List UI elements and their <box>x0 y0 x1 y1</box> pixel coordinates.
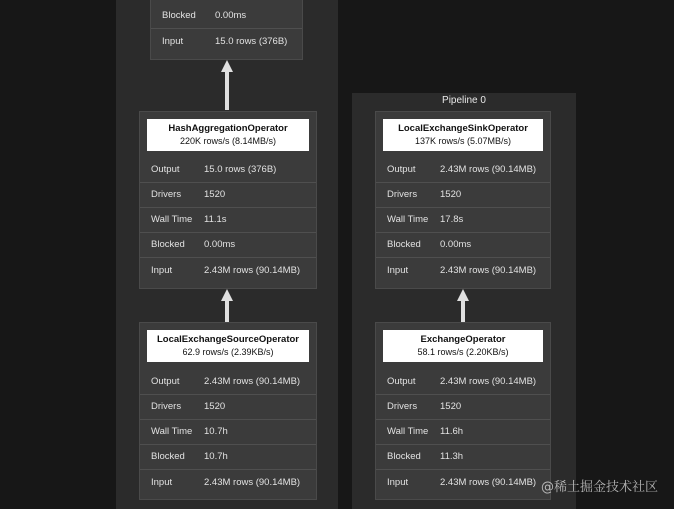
operator-row <box>376 258 550 283</box>
operator-card-exchange[interactable] <box>375 322 551 500</box>
operator-row <box>376 369 550 395</box>
operator-row <box>376 419 550 445</box>
operator-name: LocalExchangeSinkOperator <box>398 123 528 134</box>
row-label: Drivers <box>387 401 418 412</box>
operator-header <box>383 119 543 151</box>
operator-row <box>376 207 550 233</box>
row-value: 2.43M rows (90.14MB) <box>440 265 537 276</box>
row-label: Input <box>151 265 173 276</box>
operator-header <box>147 119 309 151</box>
row-label: Wall Time <box>151 426 193 437</box>
row-value: 11.1s <box>204 214 227 225</box>
operator-rate: 137K rows/s (5.07MB/s) <box>414 136 512 146</box>
row-value: 11.6h <box>440 426 464 437</box>
row-label: Output <box>387 376 416 387</box>
operator-row <box>376 394 550 420</box>
pipeline-title: Pipeline 0 <box>442 95 486 106</box>
operator-row <box>140 258 316 283</box>
operator-rate: 220K rows/s (8.14MB/s) <box>179 136 277 146</box>
row-value: 1520 <box>440 189 462 200</box>
row-label: Input <box>387 265 409 276</box>
row-value: 15.0 rows (376B) <box>215 36 288 47</box>
row-label: Input <box>387 477 409 488</box>
row-label: Input <box>151 477 173 488</box>
operator-row <box>140 207 316 233</box>
operator-row <box>151 29 302 54</box>
flow-arrow-up <box>457 289 469 322</box>
operator-row <box>140 419 316 445</box>
row-value: 1520 <box>440 401 462 412</box>
operator-rate: 58.1 rows/s (2.20KB/s) <box>417 347 509 357</box>
operator-name: ExchangeOperator <box>420 334 506 345</box>
operator-header <box>383 330 543 362</box>
row-value: 17.8s <box>440 214 464 225</box>
operator-row <box>376 182 550 208</box>
operator-card-local-exchange-source[interactable] <box>139 322 317 500</box>
row-label: Output <box>387 164 416 175</box>
row-label: Output <box>151 164 180 175</box>
row-value: 2.43M rows (90.14MB) <box>440 164 537 175</box>
row-label: Wall Time <box>387 214 429 225</box>
row-label: Input <box>162 36 184 47</box>
row-label: Wall Time <box>387 426 429 437</box>
row-label: Blocked <box>151 451 185 462</box>
row-value: 10.7h <box>204 426 228 437</box>
watermark: @稀土掘金技术社区 <box>540 480 658 495</box>
operator-card-local-exchange-sink[interactable] <box>375 111 551 289</box>
operator-row <box>140 470 316 495</box>
operator-name: LocalExchangeSourceOperator <box>156 334 300 345</box>
operator-row <box>140 182 316 208</box>
row-label: Drivers <box>151 401 182 412</box>
row-value: 2.43M rows (90.14MB) <box>440 376 537 387</box>
row-value: 0.00ms <box>440 239 472 250</box>
row-label: Drivers <box>151 189 182 200</box>
pipeline-panel-left <box>116 0 338 509</box>
operator-row <box>376 232 550 258</box>
operator-row <box>140 394 316 420</box>
operator-header <box>147 330 309 362</box>
row-value: 2.43M rows (90.14MB) <box>440 477 537 488</box>
pipeline-panel-right <box>352 93 576 509</box>
flow-arrow-up <box>221 60 233 110</box>
operator-card-hash-aggregation[interactable] <box>139 111 317 289</box>
row-label: Blocked <box>387 451 421 462</box>
row-value: 2.43M rows (90.14MB) <box>204 477 301 488</box>
row-value: 2.43M rows (90.14MB) <box>204 265 301 276</box>
flow-arrow-up <box>221 289 233 322</box>
row-value: 1520 <box>204 401 226 412</box>
operator-card-top-partial[interactable] <box>150 0 303 60</box>
operator-row <box>140 157 316 183</box>
row-value: 2.43M rows (90.14MB) <box>204 376 301 387</box>
operator-rate: 62.9 rows/s (2.39KB/s) <box>182 347 274 357</box>
row-label: Output <box>151 376 180 387</box>
row-value: 11.3h <box>440 451 464 462</box>
row-value: 0.00ms <box>215 10 247 21</box>
row-label: Blocked <box>387 239 421 250</box>
row-value: 10.7h <box>204 451 228 462</box>
operator-name: HashAggregationOperator <box>168 123 288 134</box>
operator-row <box>151 3 302 29</box>
row-label: Blocked <box>162 10 196 21</box>
operator-row <box>376 157 550 183</box>
row-label: Drivers <box>387 189 418 200</box>
row-value: 1520 <box>204 189 226 200</box>
operator-row <box>140 369 316 395</box>
row-label: Wall Time <box>151 214 193 225</box>
row-label: Blocked <box>151 239 185 250</box>
row-value: 15.0 rows (376B) <box>204 164 277 175</box>
operator-row <box>376 470 550 495</box>
operator-row <box>376 444 550 470</box>
operator-row <box>140 232 316 258</box>
row-value: 0.00ms <box>204 239 236 250</box>
operator-row <box>140 444 316 470</box>
